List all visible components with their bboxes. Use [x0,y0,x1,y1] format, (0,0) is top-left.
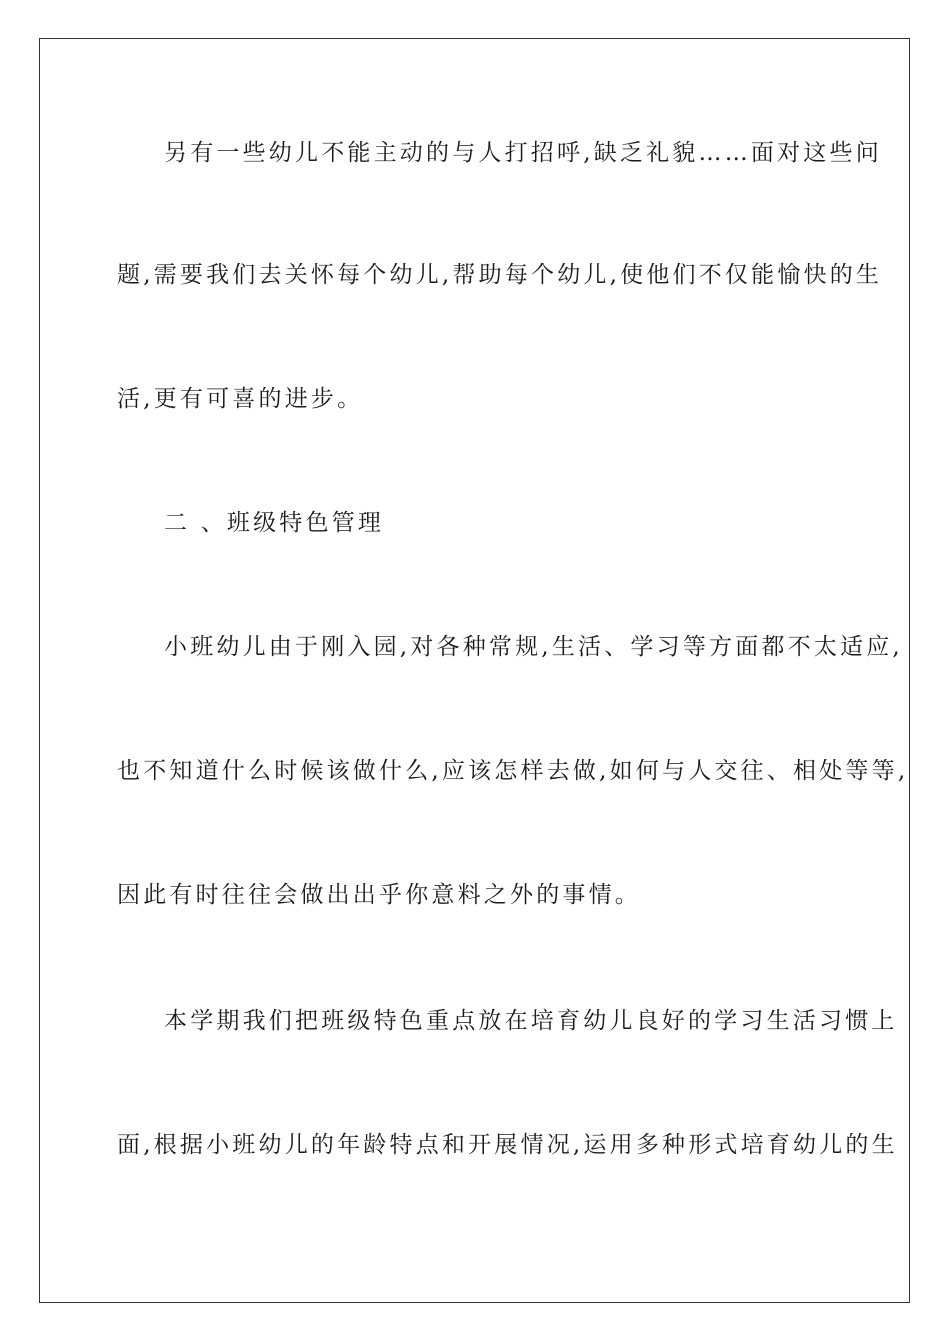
paragraph-2-line-1: 小班幼儿由于刚入园,对各种常规,生活、学习等方面都不太适应, [164,634,903,660]
paragraph-3-line-2: 面,根据小班幼儿的年龄特点和开展情况,运用多种形式培育幼儿的生 [117,1132,898,1158]
paragraph-1-line-3: 活,更有可喜的进步。 [117,386,364,412]
paragraph-1-line-2: 题,需要我们去关怀每个幼儿,帮助每个幼儿,使他们不仅能愉快的生 [117,262,883,288]
paragraph-2-line-3: 因此有时往往会做出出乎你意料之外的事情。 [117,882,641,908]
paragraph-1-line-1: 另有一些幼儿不能主动的与人打招呼,缺乏礼貌……面对这些问 [164,140,882,166]
section-heading: 二 、班级特色管理 [164,510,385,536]
page-border [39,38,910,1303]
paragraph-3-line-1: 本学期我们把班级特色重点放在培育幼儿良好的学习生活习惯上 [164,1008,898,1034]
paragraph-2-line-2: 也不知道什么时候该做什么,应该怎样去做,如何与人交往、相处等等, [117,758,909,784]
